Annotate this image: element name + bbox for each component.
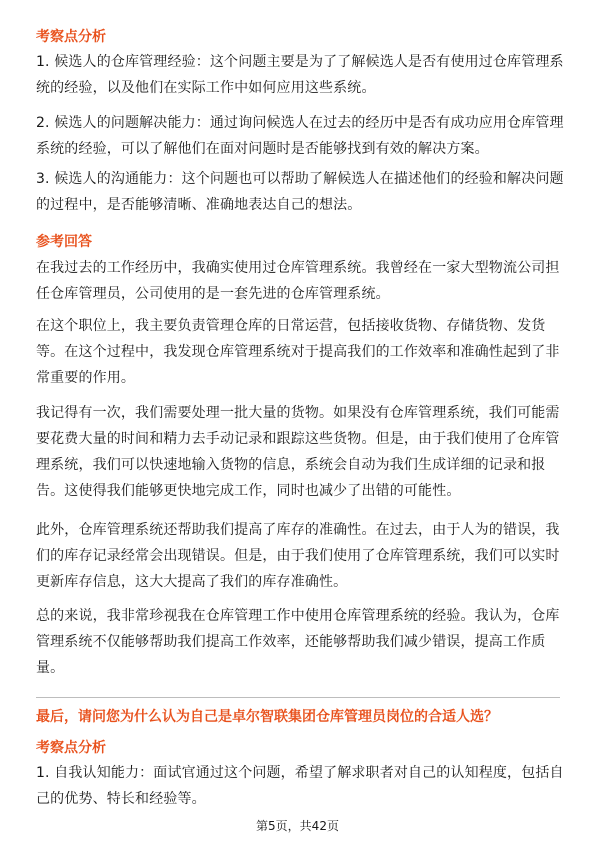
answer-paragraph-3: 我记得有一次，我们需要处理一批大量的货物。如果没有仓库管理系统，我们可能需要花费大量的时间和精力去手动记录和跟踪这些货物。但是，由于我们使用了仓库管理系统，我们可以快速地输入货物的信息，系统会自动为我们生成详细的记录和报告。这使得我们能够更快地完成工作，同时也减少了出错的可能性。: [36, 405, 560, 499]
question-heading: 最后，请问您为什么认为自己是卓尔智联集团仓库管理员岗位的合适人选？: [36, 709, 498, 725]
answer-paragraph-5: 总的来说，我非常珍视我在仓库管理工作中使用仓库管理系统的经验。我认为，仓库管理系统不仅能够帮助我们提高工作效率，还能够帮助我们减少错误，提高工作质量。: [36, 608, 560, 676]
reference-answer-heading: 参考回答: [36, 234, 92, 250]
analysis-point-1: 1. 候选人的仓库管理经验：这个问题主要是为了了解候选人是否有使用过仓库管理系统的经验，以及他们在实际工作中如何应用这些系统。: [36, 54, 564, 96]
analysis-point-2: 2. 候选人的问题解决能力：通过询问候选人在过去的经历中是否有成功应用仓库管理系统的经验，可以了解他们在面对问题时是否能够找到有效的解决方案。: [36, 115, 564, 157]
answer-paragraph-1: 在我过去的工作经历中，我确实使用过仓库管理系统。我曾经在一家大型物流公司担任仓库管理员，公司使用的是一套先进的仓库管理系统。: [36, 260, 560, 302]
section-divider: [36, 697, 560, 698]
analysis-heading: 考察点分析: [36, 29, 106, 45]
analysis-heading-2: 考察点分析: [36, 740, 106, 756]
page-number: 第5页，共42页: [256, 819, 339, 833]
answer-paragraph-4: 此外，仓库管理系统还帮助我们提高了库存的准确性。在过去，由于人为的错误，我们的库存记录经常会出现错误。但是，由于我们使用了仓库管理系统，我们可以实时更新库存信息，这大大提高了我们的库存准确性。: [36, 522, 560, 590]
analysis-point-self-awareness: 1. 自我认知能力：面试官通过这个问题，希望了解求职者对自己的认知程度，包括自己的优势、特长和经验等。: [36, 765, 564, 807]
answer-paragraph-2: 在这个职位上，我主要负责管理仓库的日常运营，包括接收货物、存储货物、发货等。在这个过程中，我发现仓库管理系统对于提高我们的工作效率和准确性起到了非常重要的作用。: [36, 318, 560, 386]
analysis-point-3: 3. 候选人的沟通能力：这个问题也可以帮助了解候选人在描述他们的经验和解决问题的过程中，是否能够清晰、准确地表达自己的想法。: [36, 171, 564, 213]
